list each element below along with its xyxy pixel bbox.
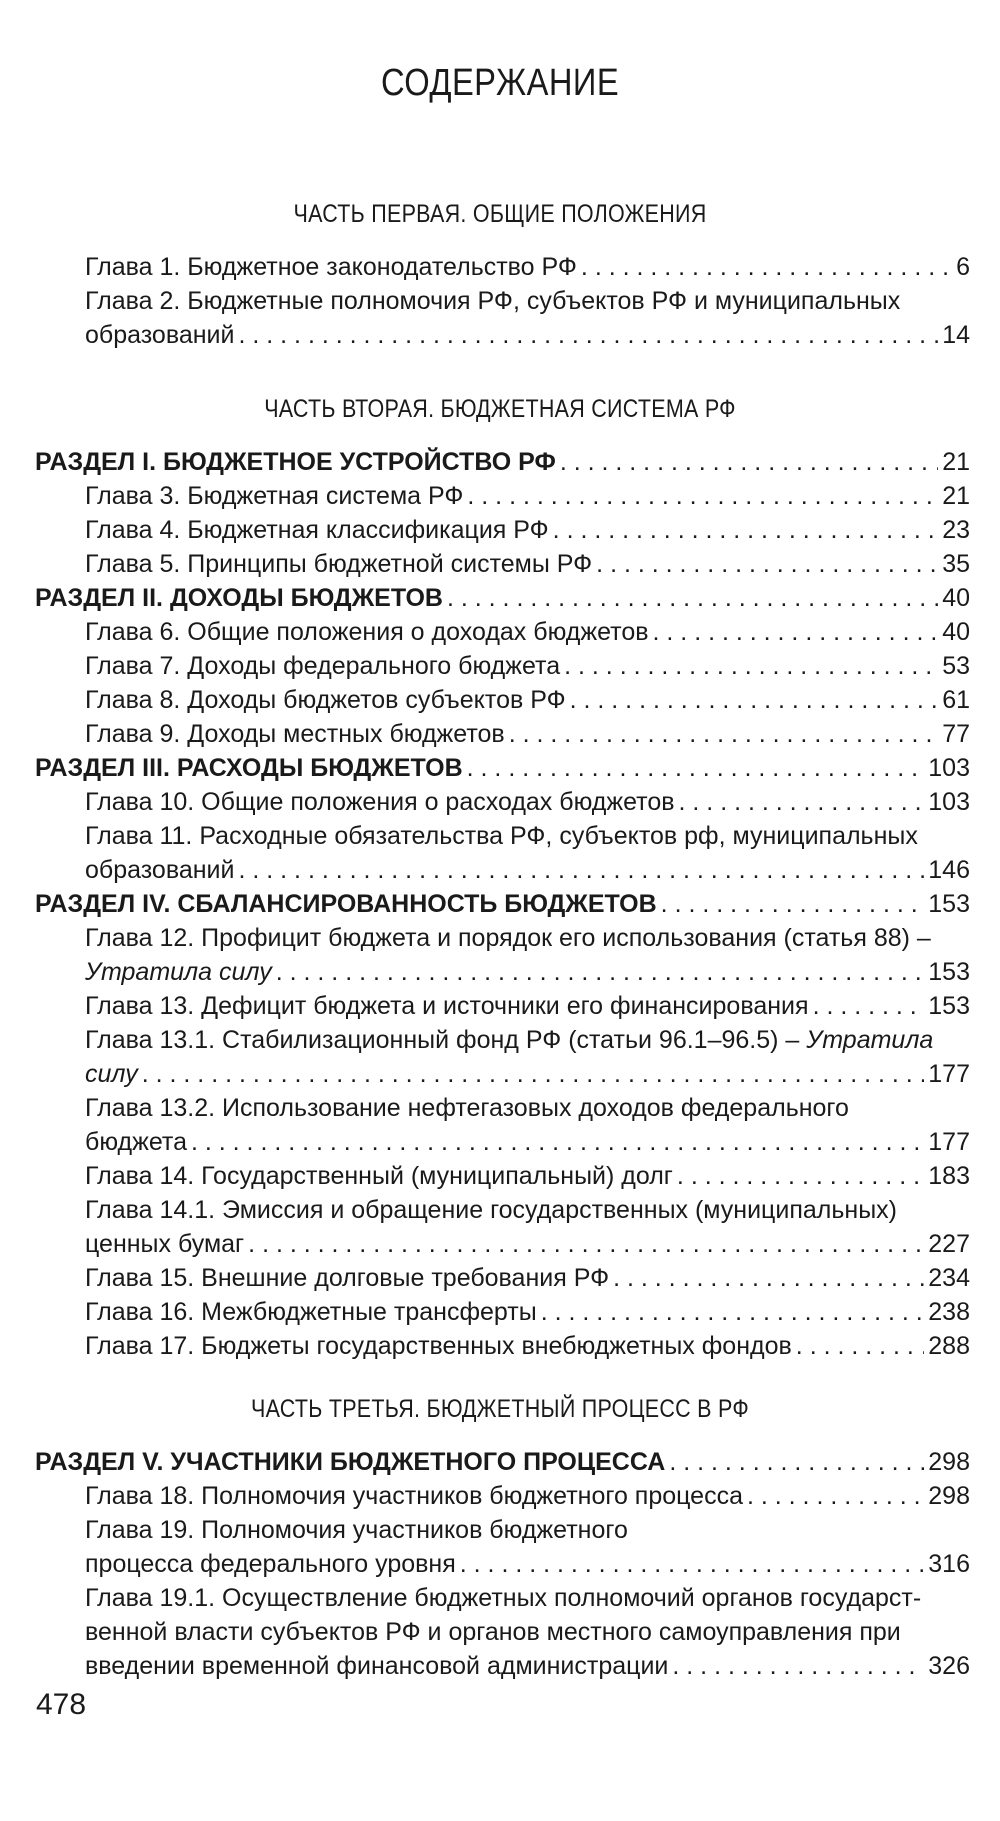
part-one-heading: ЧАСТЬ ПЕРВАЯ. ОБЩИЕ ПОЛОЖЕНИЯ <box>293 200 707 228</box>
toc-entry-chapter-12-line1[interactable]: Глава 12. Профицит бюджета и порядок его использования (статья 88) – <box>85 924 931 952</box>
toc-entry-chapter-3[interactable]: Глава 3. Бюджетная система РФ . . . 21 <box>35 479 970 513</box>
toc-entry-chapter-16[interactable]: Глава 16. Межбюджетные трансферты . . . 238 <box>35 1295 970 1329</box>
toc-section-2[interactable]: РАЗДЕЛ II. ДОХОДЫ БЮДЖЕТОВ . . . 40 <box>35 581 970 615</box>
toc-entry-chapter-7[interactable]: Глава 7. Доходы федерального бюджета . . . 53 <box>35 649 970 683</box>
toc-entry-chapter-18[interactable]: Глава 18. Полномочия участников бюджетного процесса . . . 298 <box>35 1479 970 1513</box>
toc-entry-chapter-6[interactable]: Глава 6. Общие положения о доходах бюджетов . . . 40 <box>35 615 970 649</box>
toc-entry-chapter-19-1-line1[interactable]: Глава 19.1. Осуществление бюджетных полномочий органов государст- <box>85 1584 922 1612</box>
toc-entry-chapter-13-2[interactable]: бюджета . . . 177 <box>35 1125 970 1159</box>
toc-entry-chapter-10[interactable]: Глава 10. Общие положения о расходах бюджетов . . . 103 <box>35 785 970 819</box>
toc-entry-chapter-2-line1[interactable]: Глава 2. Бюджетные полномочия РФ, субъектов РФ и муниципальных <box>85 287 901 315</box>
toc-entry-chapter-1[interactable]: Глава 1. Бюджетное законодательство РФ . . . 6 <box>35 250 970 284</box>
toc-part-one <box>35 250 970 352</box>
toc-entry-chapter-11-line1[interactable]: Глава 11. Расходные обязательства РФ, субъектов рф, муниципальных <box>85 822 918 850</box>
toc-entry-chapter-13-1[interactable]: силу . . . 177 <box>35 1057 970 1091</box>
toc-entry-chapter-14-1-line1[interactable]: Глава 14.1. Эмиссия и обращение государственных (муниципальных) <box>85 1196 897 1224</box>
toc-entry-chapter-2[interactable]: образований . . . 14 <box>35 318 970 352</box>
toc-entry-chapter-19-1[interactable]: введении временной финансовой администрации . . . 326 <box>35 1649 970 1683</box>
toc-entry-chapter-14[interactable]: Глава 14. Государственный (муниципальный) долг . . . 183 <box>35 1159 970 1193</box>
toc-entry-chapter-13[interactable]: Глава 13. Дефицит бюджета и источники его финансирования . . . 153 <box>35 989 970 1023</box>
toc-entry-chapter-19-line1[interactable]: Глава 19. Полномочия участников бюджетного <box>85 1516 628 1544</box>
toc-entry-chapter-14-1[interactable]: ценных бумаг . . . 227 <box>35 1227 970 1261</box>
toc-entry-chapter-11[interactable]: образований . . . 146 <box>35 853 970 887</box>
toc-section-1[interactable]: РАЗДЕЛ I. БЮДЖЕТНОЕ УСТРОЙСТВО РФ . . . 21 <box>35 445 970 479</box>
toc-entry-chapter-13-2-line1[interactable]: Глава 13.2. Использование нефтегазовых доходов федерального <box>85 1094 849 1122</box>
toc-section-5[interactable]: РАЗДЕЛ V. УЧАСТНИКИ БЮДЖЕТНОГО ПРОЦЕССА . . . 298 <box>35 1445 970 1479</box>
part-three-heading: ЧАСТЬ ТРЕТЬЯ. БЮДЖЕТНЫЙ ПРОЦЕСС В РФ <box>251 1395 749 1423</box>
toc-entry-chapter-19[interactable]: процесса федерального уровня . . . 316 <box>35 1547 970 1581</box>
toc-entry-chapter-17[interactable]: Глава 17. Бюджеты государственных внебюджетных фондов . . . 288 <box>35 1329 970 1363</box>
toc-entry-chapter-4[interactable]: Глава 4. Бюджетная классификация РФ . . . 23 <box>35 513 970 547</box>
toc-entry-chapter-15[interactable]: Глава 15. Внешние долговые требования РФ . . . 234 <box>35 1261 970 1295</box>
toc-entry-chapter-8[interactable]: Глава 8. Доходы бюджетов субъектов РФ . . . 61 <box>35 683 970 717</box>
toc-entry-chapter-13-1-line1[interactable]: Глава 13.1. Стабилизационный фонд РФ (статьи 96.1–96.5) – Утратила <box>85 1026 934 1054</box>
part-two-heading: ЧАСТЬ ВТОРАЯ. БЮДЖЕТНАЯ СИСТЕМА РФ <box>264 395 736 423</box>
page-title: СОДЕРЖАНИЕ <box>380 62 620 104</box>
toc-entry-chapter-5[interactable]: Глава 5. Принципы бюджетной системы РФ . . . 35 <box>35 547 970 581</box>
toc-entry-chapter-12[interactable]: Утратила силу . . . 153 <box>35 955 970 989</box>
toc-part-two <box>35 445 970 1363</box>
toc-section-4[interactable]: РАЗДЕЛ IV. СБАЛАНСИРОВАННОСТЬ БЮДЖЕТОВ . . . 153 <box>35 887 970 921</box>
toc-section-3[interactable]: РАЗДЕЛ III. РАСХОДЫ БЮДЖЕТОВ . . . 103 <box>35 751 970 785</box>
toc-entry-chapter-19-1-line2[interactable]: венной власти субъектов РФ и органов местного самоуправления при <box>85 1618 901 1646</box>
toc-entry-chapter-9[interactable]: Глава 9. Доходы местных бюджетов . . . 77 <box>35 717 970 751</box>
toc-part-three <box>35 1445 970 1683</box>
page-number: 478 <box>36 1688 87 1721</box>
